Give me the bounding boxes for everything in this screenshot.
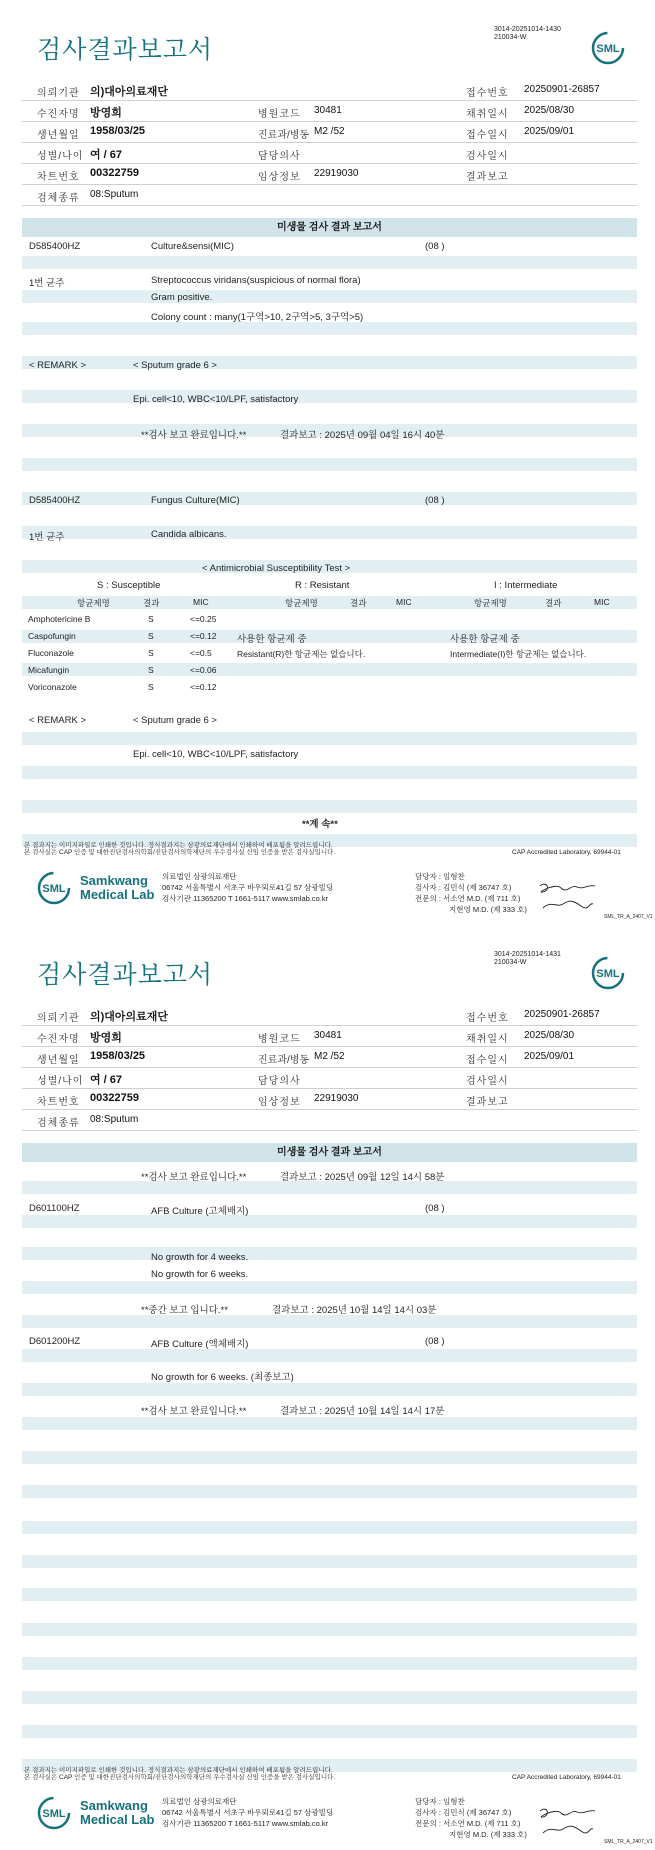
patient-name: 방영희	[90, 107, 122, 119]
signature-icon	[537, 1803, 597, 1839]
ast-drug: Voriconazole	[28, 682, 77, 692]
report-code: 3014-20251014-1430 210034-W	[494, 26, 561, 41]
organism: Streptococcus viridans(suspicious of normal flora)	[151, 275, 361, 286]
header-row-5: 차트번호 00322759 임상정보 22919030 결과보고	[22, 164, 637, 185]
svg-text:SML: SML	[596, 968, 620, 980]
report-page-1: 검사결과보고서 3014-20251014-1430 210034-W SML 의뢰기관 의)대아의료재단 접수번호 20250901-26857 수진자명 방영희 병원코드 30481 채취일시 2025/08/30 생년월일 1958/03/25 진료과/병동 M2 /52 접수일시 2025/09/01 성별/나이 여 / 67 담당의사 검사일시 차트번호 00322759 임상정보 22919030 결과보고 검체종류 08:Sputum 미생물 검사 결과 보고서 D585400HZ Culture&sensi(MIC) (08 ) 1번 균주 Streptococcus viridans(suspicious of normal flora) Gram positive. Colony count : many(1구역>10, 2구역>5, 3구역>5) < REMARK > < Sputum grade 6 > Epi. cell<10, WBC<10/LPF, satisfactory **검사 보고 완료입니다.** 결과보고 : 2025년 09월 04일 16시 40분 D585400HZ Fungus Culture(MIC) (08 ) 1번 균주 Candida albicans. < Antimicrobial Susceptibility Test > S : Susceptible R : Resistant I : Intermediate 항균제명 결과 MIC 항균제명 결과 MIC 항균제명 결과 MIC Amphotericine B S <=0.25 Caspofungin S <=0.12 Fluconazole S <=0.5 Micafungin S <=0.06 Voriconazole S <=0.12 사용한 항균제 중 Resistant(R)한 항균제는 없습니다. 사용한 항균제 중 Intermediate(I)한 항균제는 없습니다. < REMARK > < Sputum grade 6 > Epi. cell<10, WBC<10/LPF, satisfactory **계 속** 본 결과지는 이미지파일로 인쇄한 것입니다. 정식결과지는 삼광의료재단에서 인쇄하여 배포됨을 알려드립니다. 본 검사실은 CAP 인증 및 대한진단검사의학회/진단검사의학재단의 우수검사실 신임 인증을 받은 검사실입니다. CAP Accredited Laboratory, 69944-01 SML Samkwang Medical Lab 의료법인 삼광의료재단 06742 서울특별시 서초구 바우뫼로41길 57 삼광빌딩 검사기관 11365200 T 1661-5117 www.smlab.co.kr 담당자 : 임형찬 검사자 : 김민식 (제 36747 호) 전문의 : 서소연 M.D. (제 711 호) 지현영 M.D. (제 333 호) SML_TR_A_2407_V1	[24, 26, 653, 920]
institution: 의)대아의료재단	[90, 86, 169, 98]
cap-label: CAP Accredited Laboratory, 69944-01	[512, 1774, 621, 1781]
test-code: D585400HZ	[29, 241, 81, 252]
test-name: AFB Culture (고체배지)	[151, 1206, 249, 1217]
section-title: 미생물 검사 결과 보고서	[22, 218, 637, 237]
header-row-4: 성별/나이 여 / 67 담당의사 검사일시	[22, 1068, 637, 1089]
receipt-no: 20250901-26857	[524, 84, 600, 95]
sml-logo-icon	[36, 870, 72, 906]
cap-label: CAP Accredited Laboratory, 69944-01	[512, 849, 621, 856]
header-row-3: 생년월일 1958/03/25 진료과/병동 M2 /52 접수일시 2025/09/01	[22, 122, 637, 143]
signature-icon	[537, 878, 597, 914]
header-row-6: 검체종류 08:Sputum	[22, 1110, 637, 1131]
header-row-3: 생년월일 1958/03/25 진료과/병동 M2 /52 접수일시 2025/09/01	[22, 1047, 637, 1068]
ast-drug: Micafungin	[28, 665, 70, 675]
ast-drug: Fluconazole	[28, 648, 74, 658]
sml-logo-icon	[590, 30, 626, 66]
header-row-4: 성별/나이 여 / 67 담당의사 검사일시	[22, 143, 637, 164]
svg-text:SML: SML	[596, 43, 620, 55]
header-row-1: 의뢰기관 의)대아의료재단 접수번호 20250901-26857	[22, 1005, 637, 1026]
sml-logo-icon	[36, 1795, 72, 1831]
brand-name: Samkwang Medical Lab	[80, 1798, 155, 1827]
org-info: 의료법인 삼광의료재단 06742 서울특별시 서초구 바우뫼로41길 57 삼광빌딩 검사기관 11365200 T 1661-5117 www.smlab.co.kr	[162, 872, 334, 903]
report-title: 검사결과보고서	[37, 960, 214, 989]
header-row-5: 차트번호 00322759 임상정보 22919030 결과보고	[22, 1089, 637, 1110]
header-row-2: 수진자명 방영희 병원코드 30481 채취일시 2025/08/30	[22, 1026, 637, 1047]
report-page-2: 검사결과보고서 3014-20251014-1431 210034-W SML 의뢰기관 의)대아의료재단 접수번호 20250901-26857 수진자명 방영희 병원코드 30481 채취일시 2025/08/30 생년월일 1958/03/25 진료과/병동 M2 /52 접수일시 2025/09/01 성별/나이 여 / 67 담당의사 검사일시 차트번호 00322759 임상정보 22919030 결과보고 검체종류 08:Sputum 미생물 검사 결과 보고서 **검사 보고 완료입니다.** 결과보고 : 2025년 09월 12일 14시 58분 D601100HZ AFB Culture (고체배지) (08 ) No growth for 4 weeks. No growth for 6 weeks. **중간 보고 입니다.** 결과보고 : 2025년 10월 14일 14시 03분 D601200HZ AFB Culture (액체배지) (08 ) No growth for 6 weeks. (최종보고) **검사 보고 완료입니다.** 결과보고 : 2025년 10월 14일 14시 17분 본 결과지는 이미지파일로 인쇄한 것입니다. 정식결과지는 삼광의료재단에서 인쇄하여 배포됨을 알려드립니다. 본 검사실은 CAP 인증 및 대한진단검사의학회/진단검사의학재단의 우수검사실 신임 인증을 받은 검사실입니다. CAP Accredited Laboratory, 69944-01 SML Samkwang Medical Lab 의료법인 삼광의료재단 06742 서울특별시 서초구 바우뫼로41길 57 삼광빌딩 검사기관 11365200 T 1661-5117 www.smlab.co.kr 담당자 : 임형찬 검사자 : 김민식 (제 36747 호) 전문의 : 서소연 M.D. (제 711 호) 지현영 M.D. (제 333 호) SML_TR_A_2407_V1	[24, 951, 653, 1845]
header-row-1: 의뢰기관 의)대아의료재단 접수번호 20250901-26857	[22, 80, 637, 101]
test-code: D601200HZ	[29, 1336, 81, 1347]
brand-name: Samkwang Medical Lab	[80, 873, 155, 902]
section-title: 미생물 검사 결과 보고서	[22, 1143, 637, 1162]
svg-text:SML: SML	[42, 1808, 66, 1820]
org-info: 의료법인 삼광의료재단 06742 서울특별시 서초구 바우뫼로41길 57 삼광빌딩 검사기관 11365200 T 1661-5117 www.smlab.co.kr	[162, 1797, 334, 1828]
ast-drug: Amphotericine B	[28, 614, 91, 624]
test-name: AFB Culture (액체배지)	[151, 1339, 249, 1350]
test-name: Culture&sensi(MIC)	[151, 241, 234, 252]
ast-title: < Antimicrobial Susceptibility Test >	[202, 563, 351, 574]
continued-mark: **계 속**	[302, 819, 338, 830]
header-row-2: 수진자명 방영희 병원코드 30481 채취일시 2025/08/30	[22, 101, 637, 122]
report-code: 3014-20251014-1431 210034-W	[494, 951, 561, 966]
staff-info: 담당자 : 임형찬 검사자 : 김민식 (제 36747 호) 전문의 : 서소연 M.D. (제 711 호) 지현영 M.D. (제 333 호)	[415, 1797, 527, 1839]
sml-logo-icon	[590, 955, 626, 991]
test-code: D601100HZ	[29, 1203, 80, 1214]
staff-info: 담당자 : 임형찬 검사자 : 김민식 (제 36747 호) 전문의 : 서소연 M.D. (제 711 호) 지현영 M.D. (제 333 호)	[415, 872, 527, 914]
header-row-6: 검체종류 08:Sputum	[22, 185, 637, 206]
svg-text:SML: SML	[42, 883, 66, 895]
report-title: 검사결과보고서	[37, 35, 214, 64]
ast-drug: Caspofungin	[28, 631, 76, 641]
